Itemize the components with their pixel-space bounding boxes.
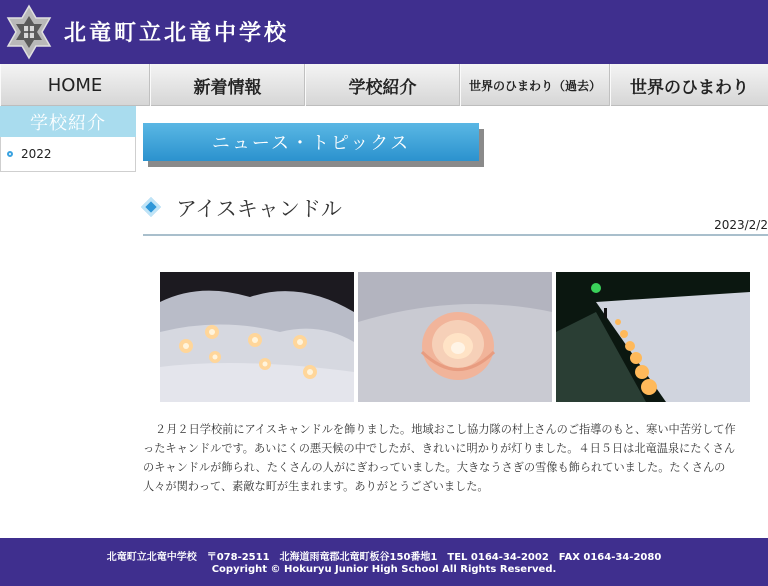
nav-school-intro[interactable]: 学校紹介: [305, 64, 460, 106]
site-header: [0, 0, 768, 64]
candle-path-night-photo: [556, 272, 750, 402]
article-divider: [143, 234, 768, 236]
nav-himawari[interactable]: 世界のひまわり: [610, 64, 768, 106]
news-topics-banner: ニュース・トピックス: [143, 123, 479, 161]
article-body: ２月２日学校前にアイスキャンドルを飾りました。地域おこし協力隊の村上さんのご指導のもと、寒い中苦労して作ったキャンドルです。あいにくの悪天候の中でしたが、きれいに明かりが灯りました。４日５日は北竜温泉にたくさんのキャンドルが飾られ、たくさんの人がにぎわっていました。大きなうさぎの雪像も飾られていました。たくさんの人々が関わって、素敵な町が生まれます。ありがとうございました。: [143, 423, 736, 493]
school-emblem-icon[interactable]: [4, 4, 54, 60]
site-footer: [0, 538, 768, 586]
diamond-icon: [141, 197, 161, 217]
nav-home[interactable]: HOME: [0, 64, 150, 106]
main-nav: [0, 64, 768, 106]
article-date: 2023/2/2: [714, 218, 768, 232]
ice-candle-closeup-photo: [358, 272, 552, 402]
article-title: アイスキャンドル: [176, 197, 342, 221]
bullet-icon: [7, 151, 13, 157]
sidebar-item-2022[interactable]: [0, 137, 136, 172]
nav-himawari-past[interactable]: 世界のひまわり（過去）: [460, 64, 610, 106]
ice-candles-snow-photo: [160, 272, 354, 402]
site-title[interactable]: 北竜町立北竜中学校: [64, 20, 290, 46]
footer-address: 北竜町立北竜中学校 〒078-2511 北海道雨竜郡北竜町板谷150番地1 TEL 0164-34-2002 FAX 0164-34-2080: [106, 552, 662, 563]
nav-news[interactable]: 新着情報: [150, 64, 305, 106]
sidebar-item-label: 2022: [21, 147, 52, 161]
footer-copyright: Copyright © Hokuryu Junior High School All Rights Reserved.: [211, 564, 557, 575]
sidebar-heading: 学校紹介: [0, 106, 136, 137]
